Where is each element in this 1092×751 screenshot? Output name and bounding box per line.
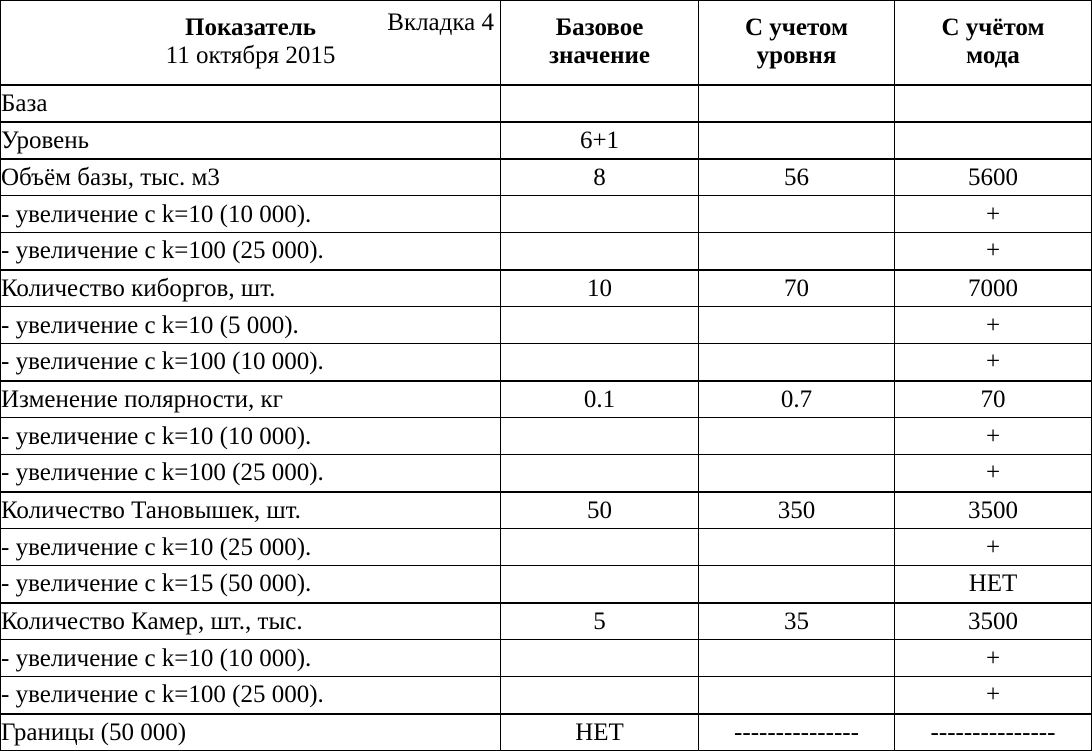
row-label: - увеличение с k=10 (10 000).	[1, 418, 501, 455]
cell-base-value	[501, 566, 699, 603]
cell-level-value	[699, 677, 895, 714]
cell-base-value: 5	[501, 603, 699, 640]
table-row	[1, 85, 1092, 122]
cell-level-value	[699, 122, 895, 159]
column-header-mod: С учётом мода	[895, 1, 1092, 85]
cell-mod-value: 3500	[895, 492, 1092, 529]
table-row	[1, 677, 1092, 714]
cell-base-value: 6+1	[501, 122, 699, 159]
row-label: - увеличение с k=10 (5 000).	[1, 307, 501, 344]
cell-base-value	[501, 307, 699, 344]
cell-base-value: 0.1	[501, 381, 699, 418]
cell-mod-value: +	[895, 418, 1092, 455]
header-row	[1, 1, 1092, 85]
cell-mod-value: +	[895, 529, 1092, 566]
cell-base-value	[501, 196, 699, 233]
cell-level-value	[699, 307, 895, 344]
row-label: - увеличение с k=100 (25 000).	[1, 455, 501, 492]
cell-level-value: 56	[699, 159, 895, 196]
row-label: База	[1, 85, 501, 122]
cell-mod-value: 5600	[895, 159, 1092, 196]
cell-base-value	[501, 85, 699, 122]
table-row	[1, 196, 1092, 233]
table-row	[1, 270, 1092, 307]
row-label: - увеличение с k=10 (25 000).	[1, 529, 501, 566]
row-label: - увеличение с k=15 (50 000).	[1, 566, 501, 603]
cell-level-value: 35	[699, 603, 895, 640]
row-label: - увеличение с k=10 (10 000).	[1, 640, 501, 677]
row-label: Количество Камер, шт., тыс.	[1, 603, 501, 640]
cell-level-value	[699, 566, 895, 603]
cell-mod-value: +	[895, 677, 1092, 714]
row-label: Изменение полярности, кг	[1, 381, 501, 418]
cell-level-value	[699, 418, 895, 455]
row-label: Уровень	[1, 122, 501, 159]
cell-base-value: 8	[501, 159, 699, 196]
cell-base-value: 50	[501, 492, 699, 529]
table-row	[1, 307, 1092, 344]
table-row	[1, 492, 1092, 529]
cell-mod-value	[895, 122, 1092, 159]
cell-base-value	[501, 677, 699, 714]
cell-level-value: 70	[699, 270, 895, 307]
table-row	[1, 344, 1092, 381]
table-body	[1, 85, 1092, 751]
cell-level-value: 0.7	[699, 381, 895, 418]
table-row	[1, 529, 1092, 566]
indicator-header-cell	[1, 1, 501, 85]
cell-mod-value: 70	[895, 381, 1092, 418]
cell-level-value	[699, 196, 895, 233]
cell-level-value	[699, 455, 895, 492]
column-header-level: С учетом уровня	[699, 1, 895, 85]
table-row	[1, 381, 1092, 418]
cell-mod-value: 7000	[895, 270, 1092, 307]
column-header-base: Базовое значение	[501, 1, 699, 85]
row-label: Количество киборгов, шт.	[1, 270, 501, 307]
document-date: 11 октября 2015	[165, 42, 336, 70]
table-row	[1, 418, 1092, 455]
row-label: Границы (50 000)	[1, 714, 501, 751]
row-label: - увеличение с k=100 (25 000).	[1, 677, 501, 714]
cell-base-value	[501, 640, 699, 677]
cell-level-value: 350	[699, 492, 895, 529]
cell-base-value	[501, 344, 699, 381]
row-label: Объём базы, тыс. м3	[1, 159, 501, 196]
cell-base-value: 10	[501, 270, 699, 307]
cell-level-value	[699, 640, 895, 677]
row-label: Количество Тановышек, шт.	[1, 492, 501, 529]
table-row	[1, 714, 1092, 751]
cell-level-value	[699, 344, 895, 381]
tab-label: Вкладка 4	[387, 9, 494, 36]
cell-mod-value: +	[895, 455, 1092, 492]
cell-base-value	[501, 233, 699, 270]
row-label: - увеличение с k=10 (10 000).	[1, 196, 501, 233]
table-row	[1, 159, 1092, 196]
cell-base-value	[501, 529, 699, 566]
cell-mod-value: +	[895, 307, 1092, 344]
cell-mod-value: +	[895, 344, 1092, 381]
cell-mod-value	[895, 85, 1092, 122]
cell-mod-value: +	[895, 196, 1092, 233]
cell-base-value	[501, 455, 699, 492]
cell-level-value	[699, 85, 895, 122]
table-row	[1, 233, 1092, 270]
cell-level-value	[699, 529, 895, 566]
table-row	[1, 566, 1092, 603]
row-label: - увеличение с k=100 (25 000).	[1, 233, 501, 270]
indicator-title: Показатель	[185, 13, 316, 41]
table-row	[1, 122, 1092, 159]
cell-base-value	[501, 418, 699, 455]
table-row	[1, 603, 1092, 640]
cell-level-value	[699, 233, 895, 270]
cell-mod-value: +	[895, 233, 1092, 270]
cell-mod-value: 3500	[895, 603, 1092, 640]
table-row	[1, 640, 1092, 677]
cell-base-value: НЕТ	[501, 714, 699, 751]
cell-level-value: ---------------	[699, 714, 895, 751]
cell-mod-value: +	[895, 640, 1092, 677]
table-row	[1, 455, 1092, 492]
cell-mod-value: ---------------	[895, 714, 1092, 751]
row-label: - увеличение с k=100 (10 000).	[1, 344, 501, 381]
cell-mod-value: НЕТ	[895, 566, 1092, 603]
